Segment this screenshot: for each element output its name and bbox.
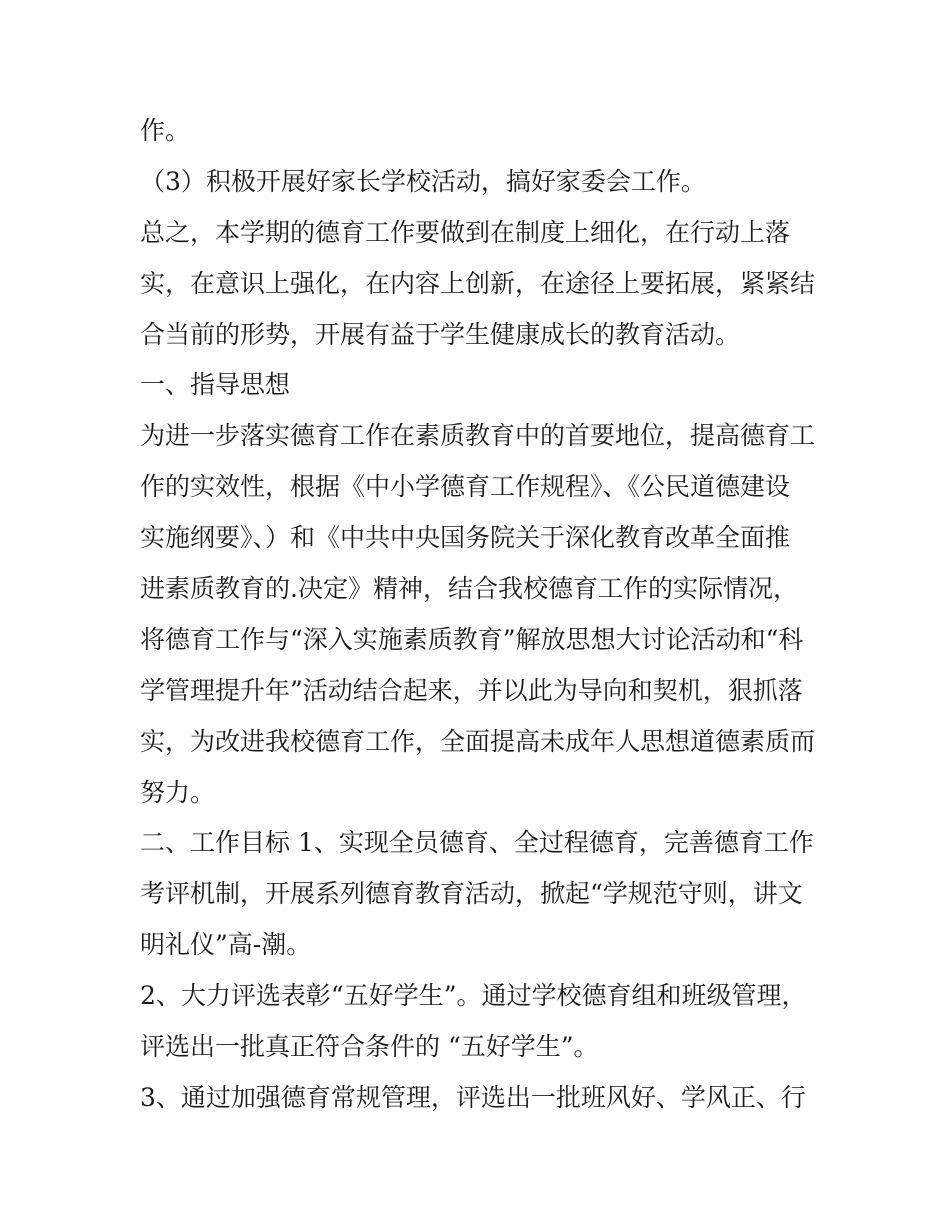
text-line: 进素质教育的.决定》精神，结合我校德育工作的实际情况， bbox=[140, 574, 798, 604]
text-line: 将德育工作与“深入实施素质教育”解放思想大讨论活动和“科 bbox=[140, 624, 804, 654]
text-line: 学管理提升年”活动结合起来，并以此为导向和契机，狠抓落 bbox=[140, 675, 803, 705]
text-line: 实，为改进我校德育工作，全面提高未成年人思想道德素质而 bbox=[140, 726, 816, 756]
text-line: 3、通过加强德育常规管理，评选出一批班风好、学风正、行 bbox=[140, 1082, 806, 1112]
text-line: 为进一步落实德育工作在素质教育中的首要地位，提高德育工 bbox=[140, 421, 816, 451]
text-line: （3）积极开展好家长学校活动，搞好家委会工作。 bbox=[140, 166, 706, 196]
text-line: 实，在意识上强化，在内容上创新，在途径上要拓展，紧紧结 bbox=[140, 268, 816, 298]
text-line: 实施纲要》、）和《中共中央国务院关于深化教育改革全面推 bbox=[140, 523, 791, 553]
document-body bbox=[140, 106, 820, 1124]
text-line: 考评机制，开展系列德育教育活动，掀起“学规范守则，讲文 bbox=[140, 879, 803, 909]
text-line: 作。 bbox=[140, 116, 191, 145]
text-line: 作的实效性，根据《中小学德育工作规程》、《公民道德建设 bbox=[140, 472, 791, 502]
text-line: 评选出一批真正符合条件的 “五好学生”。 bbox=[140, 1032, 599, 1062]
text-line: 明礼仪”高-潮。 bbox=[140, 930, 312, 960]
section-heading: 二、工作目标 1、实现全员德育、全过程德育，完善德育工作 bbox=[140, 828, 814, 858]
text-line: 努力。 bbox=[140, 777, 216, 807]
text-line: 合当前的形势，开展有益于学生健康成长的教育活动。 bbox=[140, 319, 741, 349]
text-line: 总之，本学期的德育工作要做到在制度上细化，在行动上落 bbox=[140, 217, 791, 247]
text-line: 2、大力评选表彰“五好学生”。通过学校德育组和班级管理， bbox=[140, 981, 807, 1011]
section-heading: 一、指导思想 bbox=[140, 370, 291, 400]
